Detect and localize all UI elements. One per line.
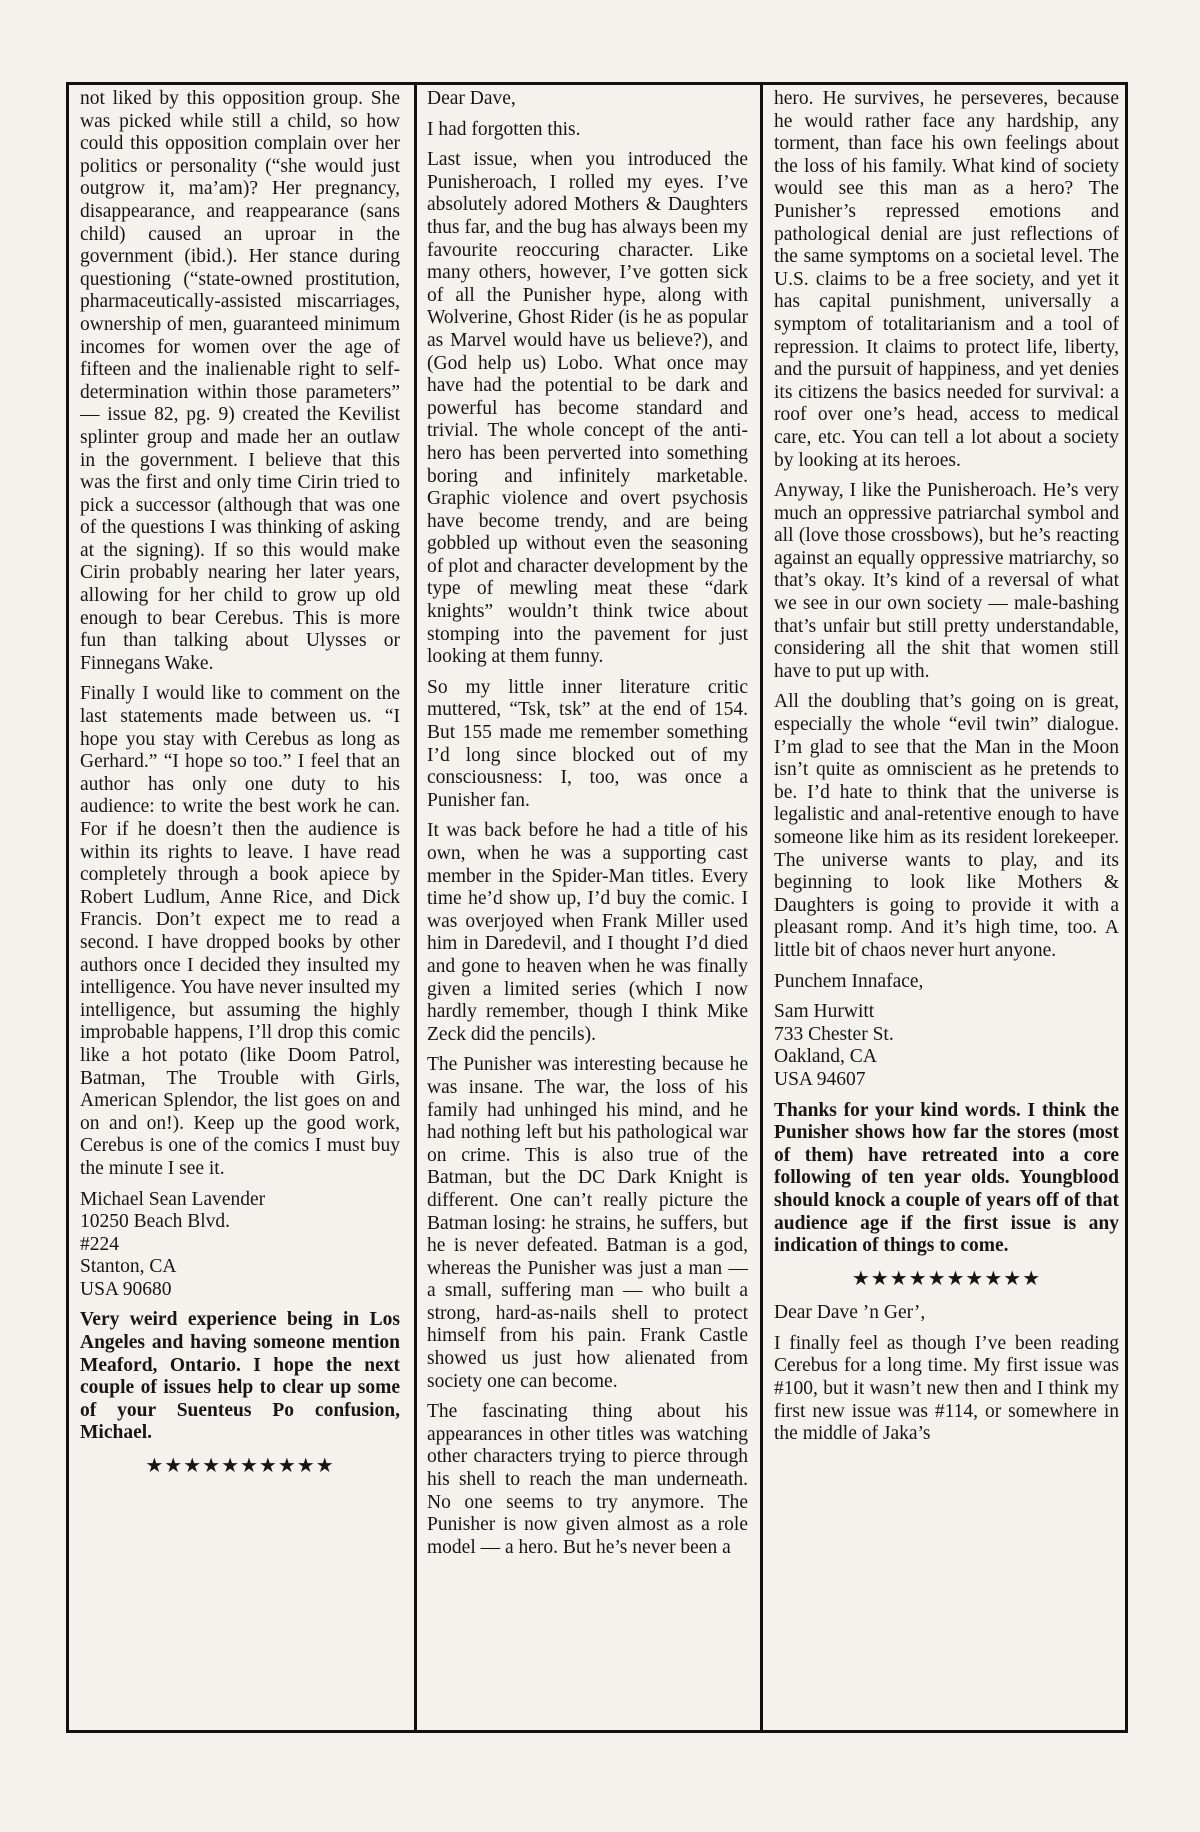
letter-closing: Punchem Innaface, — [774, 970, 924, 992]
letter-paragraph: hero. He survives, he perseveres, because he would rather face any hardship, any torment, than face his own feelings about the loss of his family. What kind of society would see this man as a hero? The Punisher’s repressed emotions and pathological denial are just reflections of the same symptoms on a societal level. The U.S. claims to be a free society, and yet it has capital punishment, universally a symptom of totalitarianism and a tool of repression. It claims to protect life, liberty, and the pursuit of happiness, and yet denies its citizens the basics needed for survival: a roof over one’s head, access to medical care, etc. You can tell a lot about a society by looking at its heroes. — [774, 88, 1119, 471]
letter-paragraph: not liked by this opposition group. She was picked while still a child, so how could this opposition complain over her politics or personality (“she would just outgrow it, ma’am)? Her pregnancy, disappearance, and reappearance (sans child) caused an uproar in the government (ibid.). Her stance during questioning (“state-owned prostitution, pharmaceutically-assisted miscarriages, ownership of men, guaranteed minimum incomes for women over the age of fifteen and the inalienable right to self-determination within those parameters” — issue 82, pg. 9) created the Kevilist splinter group and made her an outlaw in the government. I believe that this was the first and only time Cirin tried to pick a successor (although that was one of the questions I was thinking of asking at the signing). If so this would make Cirin probably nearing her later years, allowing for her child to grow up old enough to bear Cerebus. This is more fun than talking about Ulysses or Finnegans Wake. — [80, 88, 400, 674]
letters-page-frame — [66, 82, 1128, 1733]
column-2 — [427, 88, 748, 1724]
letter-paragraph: I finally feel as though I’ve been reading Cerebus for a long time. My first issue was #100, but it wasn’t new then and I think my first new issue was #114, or somewhere in the middle of Jaka’s — [774, 1332, 1119, 1445]
letter-signature — [80, 1189, 400, 1302]
letter-signature — [774, 1001, 1119, 1091]
letter-salutation: Dear Dave, — [427, 88, 516, 109]
editor-response: Very weird experience being in Los Angeles and having someone mention Meaford, Ontario. I hope the next couple of issues help to clear up some of your Suenteus Po confusion, Michael. — [80, 1309, 400, 1444]
letter-paragraph: So my little inner literature critic muttered, “Tsk, tsk” at the end of 154. But 155 made me remember something I’d long since blocked out of my consciousness: I, too, was once a Punisher fan. — [427, 676, 748, 811]
signature-country-zip: USA 94607 — [774, 1068, 866, 1090]
letter-paragraph: Anyway, I like the Punisheroach. He’s very much an oppressive patriarchal symbol and all (love those crossbows), but he’s reacting against an equally oppressive matriarchy, so that’s okay. It’s kind of a reversal of what we see in our own society — male-bashing that’s unfair but still pretty understandable, considering all the shit that women still have to put up with. — [774, 480, 1119, 682]
signature-name: Sam Hurwitt — [774, 1001, 875, 1023]
editor-response: Thanks for your kind words. I think the Punisher shows how far the stores (most of them) have retreated into a core following of ten year olds. Youngblood should knock a couple of years off of that audience age if the first issue is any indication of things to come. — [774, 1099, 1119, 1257]
signature-street: 733 Chester St. — [774, 1023, 894, 1045]
signature-city: Oakland, CA — [774, 1046, 877, 1068]
letter-salutation: Dear Dave ’n Ger’, — [774, 1302, 926, 1324]
letter-paragraph: Finally I would like to comment on the last statements made between us. “I hope you stay with Cerebus as long as Gerhard.” “I hope so too.” I feel that an author has only one duty to his audience: to write the best work he can. For if he doesn’t then the audience is within its rights to leave. I have read completely through a book apiece by Robert Ludlum, Anne Rice, and Dick Francis. Don’t expect me to read a second. I have dropped books by other authors once I decided they insulted my intelligence. You have never insulted my intelligence, but assuming the highly improbable happens, I’ll drop this comic like a hot potato (like Doom Patrol, Batman, The Trouble with Girls, American Splendor, the list goes on and on and on!). Keep up the good work, Cerebus is one of the comics I must buy the minute I see it. — [80, 683, 400, 1179]
star-divider: ★★★★★★★★★★ — [145, 1455, 335, 1478]
star-divider: ★★★★★★★★★★ — [851, 1267, 1042, 1290]
letter-paragraph: It was back before he had a title of his own, when he was a supporting cast member in the Spider-Man titles. Every time he’d show up, I’d buy the comic. I was overjoyed when Frank Miller used him in Daredevil, and I thought I’d died and gone to heaven when he was finally given a limited series (which I now hardly remember, though I think Mike Zeck did the pencils). — [427, 820, 748, 1045]
signature-city: Stanton, CA — [80, 1256, 177, 1278]
letter-paragraph: The Punisher was interesting because he was insane. The war, the loss of his family had unhinged his mind, and he had nothing left but his pathological war on crime. This is also true of the Batman, but the DC Dark Knight is different. One can’t really picture the Batman losing: he strains, he suffers, but he is never defeated. Batman is a god, whereas the Punisher was just a man — a small, suffering man — who built a strong, hard-as-nails shell to protect himself from his pain. Frank Castle showed us just how alienated from society one can become. — [427, 1054, 748, 1392]
column-divider-2 — [760, 85, 763, 1730]
letter-paragraph: The fascinating thing about his appearances in other titles was watching other characters trying to pierce through his shell to reach the man underneath. No one seems to try anymore. The Punisher is now given almost as a role model — a hero. But he’s never been a — [427, 1401, 748, 1558]
signature-country-zip: USA 90680 — [80, 1278, 172, 1300]
column-1 — [80, 88, 400, 1724]
letter-paragraph: Last issue, when you introduced the Punisheroach, I rolled my eyes. I’ve absolutely adored Mothers & Daughters thus far, and the bug has always been my favourite reoccuring character. Like many others, however, I’ve gotten sick of all the Punisher hype, along with Wolverine, Ghost Rider (is he as popular as Marvel would have us believe?), and (God help us) Lobo. What once may have had the potential to be dark and powerful has become standard and trivial. The whole concept of the anti-hero has been perverted into something boring and infinitely marketable. Graphic violence and overt psychosis have become trendy, and are being gobbled up without even the seasoning of plot and character development by the type of mewling meat these “dark knights” wouldn’t think twice about stomping into the pavement for just looking at them funny. — [427, 149, 748, 668]
letter-paragraph: I had forgotten this. — [427, 118, 581, 140]
signature-name: Michael Sean Lavender — [80, 1188, 266, 1210]
column-divider-1 — [414, 85, 417, 1730]
signature-street: 10250 Beach Blvd. — [80, 1211, 231, 1233]
letter-paragraph: All the doubling that’s going on is great, especially the whole “evil twin” dialogue. I’m glad to see that the Man in the Moon isn’t quite as omniscient as he pretends to be. I’d hate to think that the universe is legalistic and anal-retentive enough to have someone like him as its resident lorekeeper. The universe wants to play, and its beginning to look like Mothers & Daughters is going to provide it with a pleasant romp. And it’s high time, too. A little bit of chaos never hurt anyone. — [774, 691, 1119, 961]
signature-unit: #224 — [80, 1233, 119, 1255]
column-3 — [774, 88, 1119, 1724]
